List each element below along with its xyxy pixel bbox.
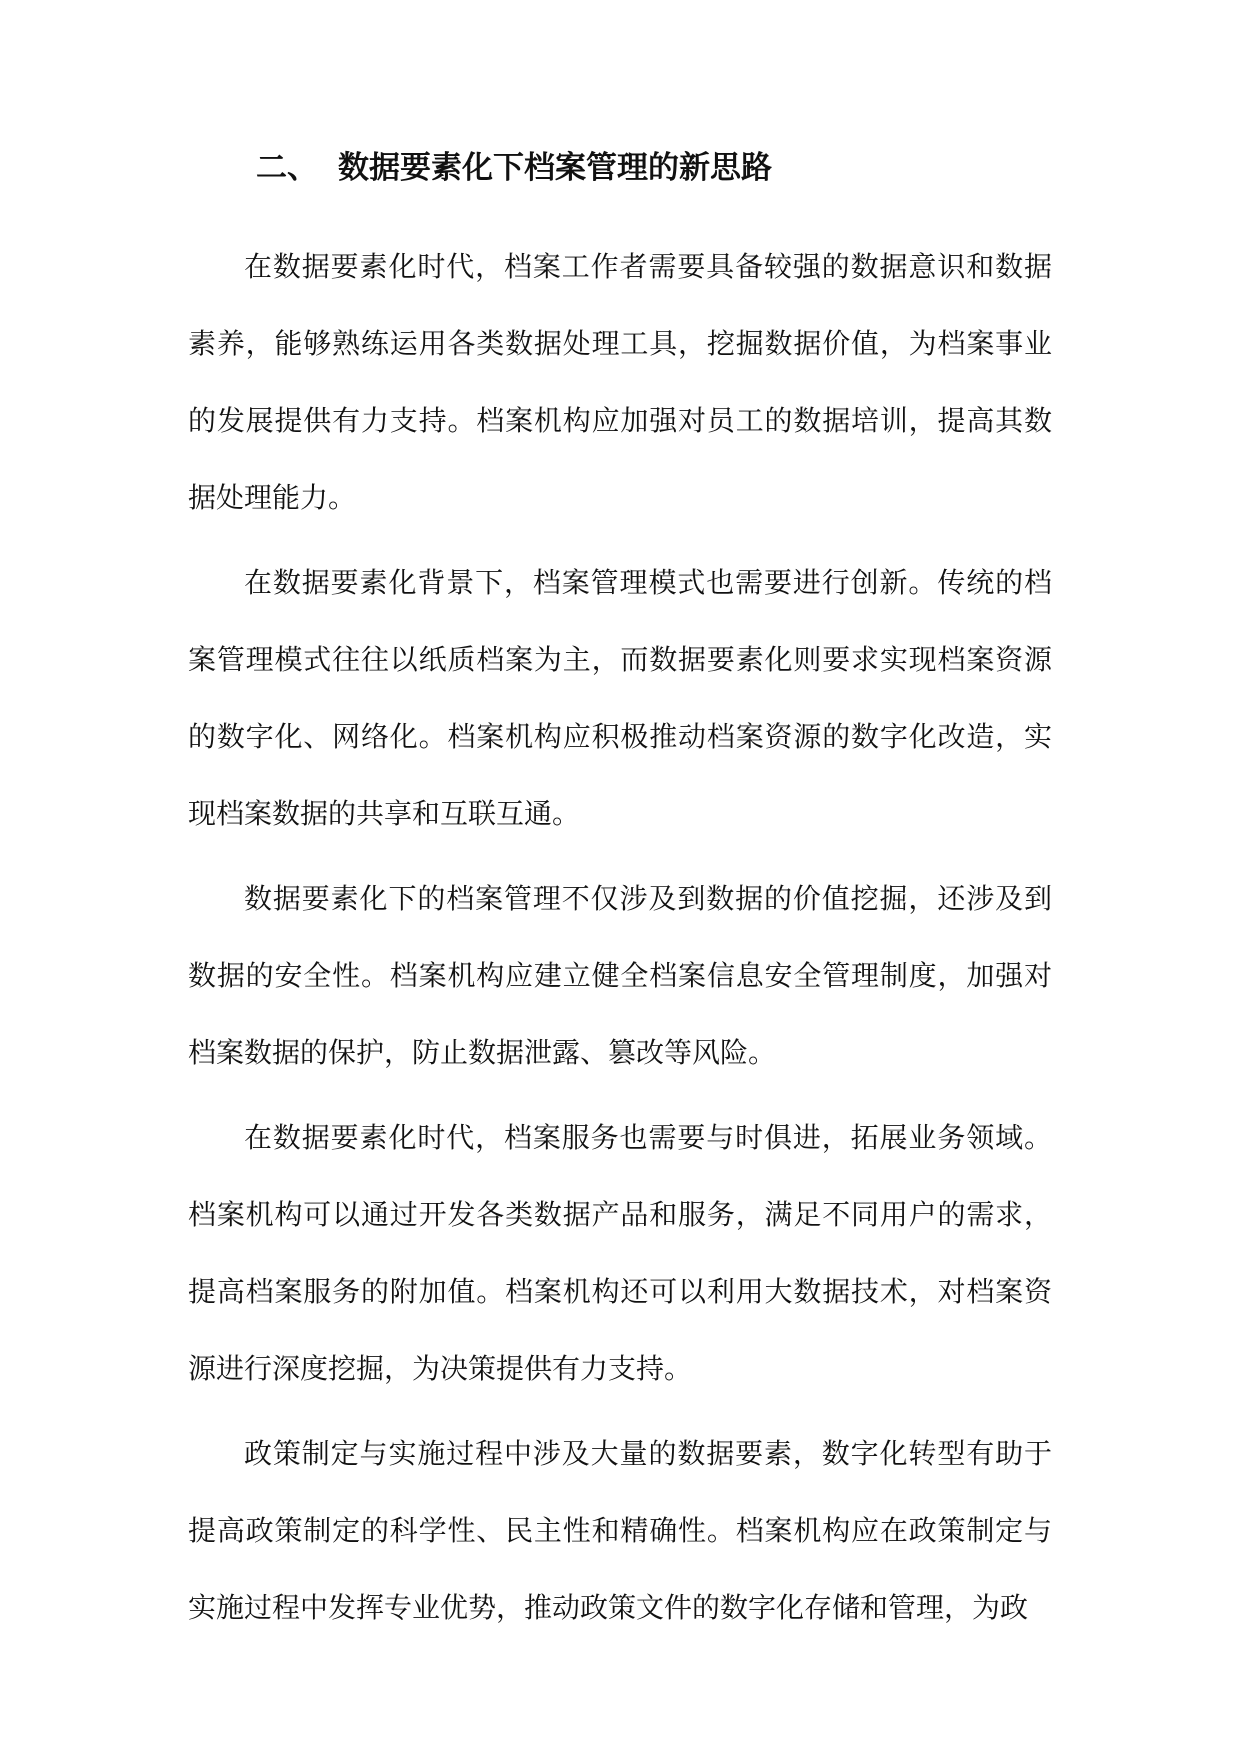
paragraph-5: 政策制定与实施过程中涉及大量的数据要素，数字化转型有助于提高政策制定的科学性、民主性和精确性。档案机构应在政策制定与实施过程中发挥专业优势，推动政策文件的数字化存储和管理，为政 <box>188 1437 1052 1624</box>
paragraph-4: 在数据要素化时代，档案服务也需要与时俱进，拓展业务领域。档案机构可以通过开发各类数据产品和服务，满足不同用户的需求，提高档案服务的附加值。档案机构还可以利用大数据技术，对档案资源进行深度挖掘，为决策提供有力支持。 <box>188 1121 1052 1385</box>
paragraph-1: 在数据要素化时代，档案工作者需要具备较强的数据意识和数据素养，能够熟练运用各类数据处理工具，挖掘数据价值，为档案事业的发展提供有力支持。档案机构应加强对员工的数据培训，提高其数据处理能力。 <box>188 250 1052 514</box>
section-heading <box>256 148 772 188</box>
section-number: 二、 <box>256 150 318 186</box>
body-text <box>188 228 1052 1654</box>
paragraph-2: 在数据要素化背景下，档案管理模式也需要进行创新。传统的档案管理模式往往以纸质档案为主，而数据要素化则要求实现档案资源的数字化、网络化。档案机构应积极推动档案资源的数字化改造，实现档案数据的共享和互联互通。 <box>188 566 1052 830</box>
section-title: 数据要素化下档案管理的新思路 <box>338 150 772 186</box>
paragraph-3: 数据要素化下的档案管理不仅涉及到数据的价值挖掘，还涉及到数据的安全性。档案机构应建立健全档案信息安全管理制度，加强对档案数据的保护，防止数据泄露、篡改等风险。 <box>188 882 1052 1069</box>
